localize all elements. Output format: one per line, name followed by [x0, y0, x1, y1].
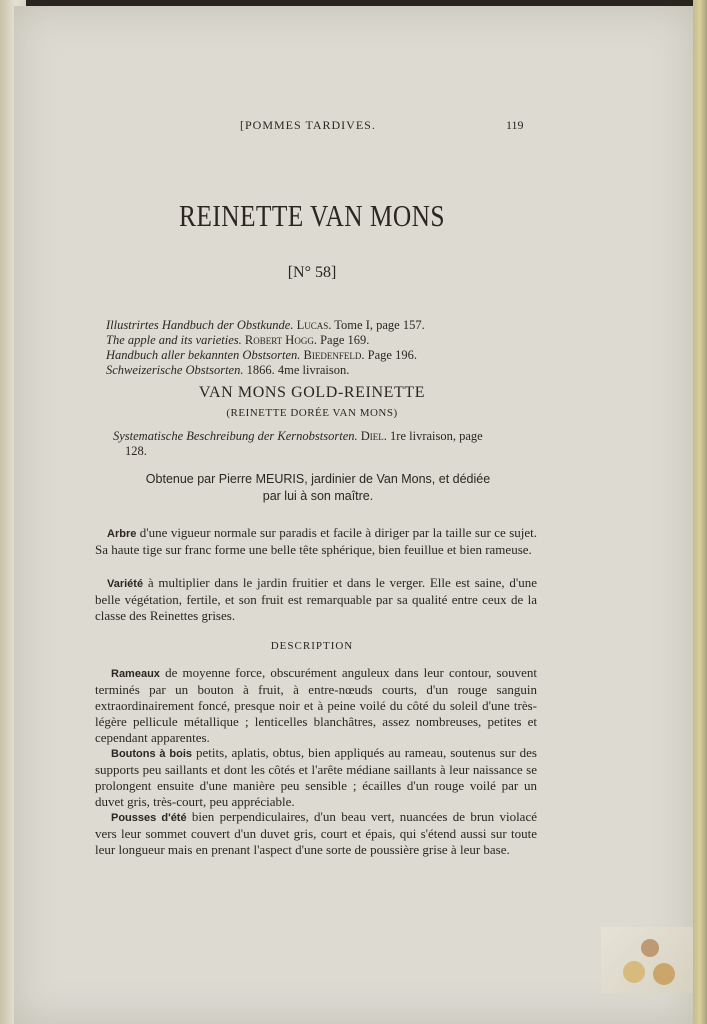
synonym-heading: VAN MONS GOLD-REINETTE — [198, 384, 426, 401]
book-page — [14, 6, 694, 1024]
paragraph-boutons: Boutons à bois petits, aplatis, obtus, bien appliqués au rameau, soutenus sur des supports peu saillants et dont les côtés et l'arête médiane saillants à leur naissance se prolongent ensuite d'une manière peu sensible ; écailles d'un rouge voilé par un duvet gris, très-court, peu appréciable. — [95, 745, 537, 809]
reference-item: Schweizerische Obstsorten. 1866. 4me livraison. — [106, 363, 350, 377]
paragraph-variete: Variété à multiplier dans le jardin fruitier et dans le verger. Elle est saine, d'une belle végétation, fertile, et son fruit est remarquable par sa qualité entre ceux de la classe des Reinettes grises. — [95, 575, 537, 623]
page-number: 119 — [506, 118, 524, 132]
reference-item: The apple and its varieties. Robert Hogg. Page 169. — [106, 333, 370, 347]
paragraph-pousses: Pousses d'été bien perpendiculaires, d'un beau vert, nuancées de brun violacé vers leur sommet couvert d'un duvet gris, court et épais, qui s'étend aussi sur toute leur longueur mais en prenant l'aspect d'une sorte de poussière grise à leur base. — [95, 809, 537, 857]
references-list — [106, 318, 546, 378]
variety-number: [N° 58] — [287, 264, 337, 281]
paragraph-arbre: Arbre d'une vigueur normale sur paradis et facile à diriger par la taille sur ce sujet. Sa haute tige sur franc forme une belle tête sphérique, bien feuillue et bien rameuse. — [95, 525, 537, 557]
page-edges — [693, 0, 707, 1024]
origin-note: Obtenue par Pierre MEURIS, jardinier de Van Mons, et dédiée par lui à son maître. — [145, 472, 491, 503]
reference-item: Handbuch aller bekannten Obstsorten. Biedenfeld. Page 196. — [106, 348, 417, 362]
synonym-subheading: (REINETTE DORÉE VAN MONS) — [226, 407, 398, 419]
reference-item: Illustrirtes Handbuch der Obstkunde. Lucas. Tome I, page 157. — [106, 318, 425, 332]
paragraph-rameaux: Rameaux de moyenne force, obscurément anguleux dans leur contour, souvent terminés par un bouton à fruit, à entre-nœuds courts, d'un rouge sanguin extraordinairement foncé, presque noir et à peine voilé du côté du soleil d'une très-légère pellicule métallique ; lenticelles blanchâtres, assez nombreuses, petites et cependant apparentes. — [95, 665, 537, 745]
description-heading: DESCRIPTION — [270, 640, 354, 652]
fruit-photo-overlay — [601, 927, 693, 993]
systematische-reference: Systematische Beschreibung der Kernobstsorten. Diel. 1re livraison, page 128. — [113, 429, 483, 458]
page-title: REINETTE VAN MONS — [179, 198, 445, 233]
running-head: [POMMES TARDIVES. — [240, 118, 376, 132]
